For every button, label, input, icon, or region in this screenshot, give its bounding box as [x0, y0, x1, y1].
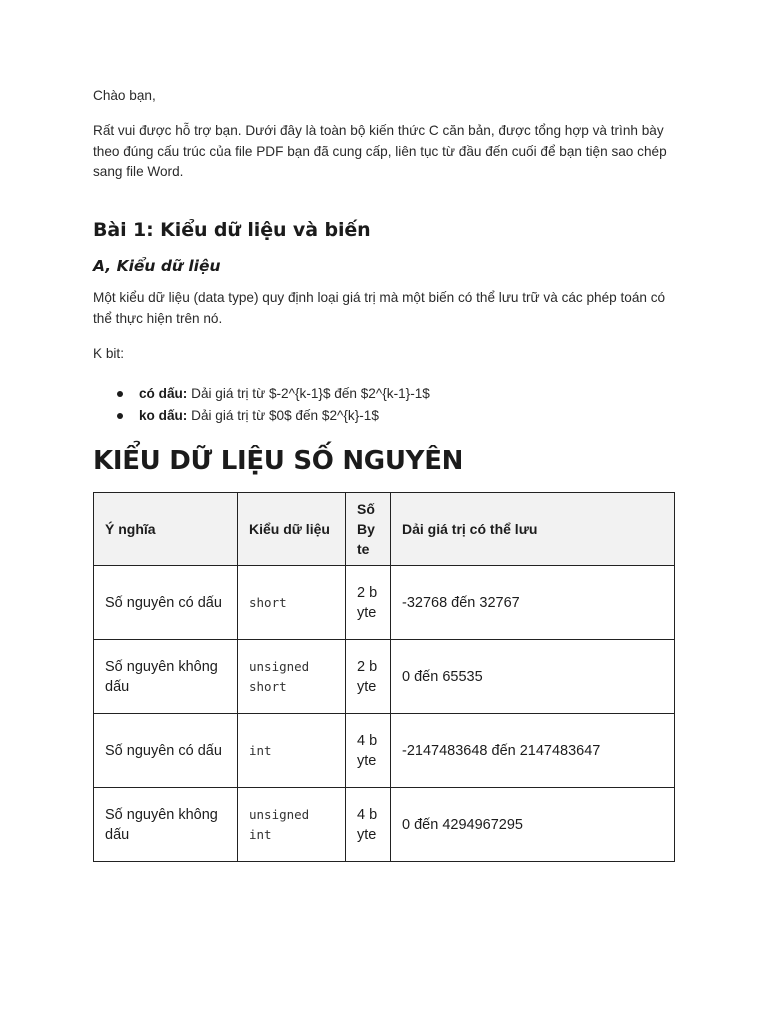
bullet-text: Dải giá trị từ $-2^{k-1}$ đến $2^{k-1}-1$ [187, 386, 430, 401]
table-row [94, 640, 675, 714]
table-row [94, 566, 675, 640]
cell-meaning: Số nguyên không dấu [94, 788, 238, 862]
cell-value-range: 0 đến 65535 [391, 640, 675, 714]
cell-data-type: unsigned int [238, 788, 346, 862]
cell-byte-count: 2 byte [346, 640, 391, 714]
bit-range-list [93, 383, 430, 426]
cell-byte-count: 4 byte [346, 788, 391, 862]
table-row [94, 788, 675, 862]
bullet-label: có dấu: [139, 386, 188, 401]
header-data-type: Kiểu dữ liệu [238, 493, 346, 566]
greeting-text: Chào bạn, [93, 88, 156, 103]
cell-value-range: 0 đến 4294967295 [391, 788, 675, 862]
table-header-row [94, 493, 675, 566]
intro-paragraph: Rất vui được hỗ trợ bạn. Dưới đây là toàn bộ kiến thức C căn bản, được tổng hợp và trình bày theo đúng cấu trúc của file PDF bạn đã cung cấp, liên tục từ đầu đến cuối để bạn tiện sao chép sang file Word. [93, 123, 667, 179]
cell-byte-count: 4 byte [346, 714, 391, 788]
table-row [94, 714, 675, 788]
table-title: KIỂU DỮ LIỆU SỐ NGUYÊN [93, 446, 464, 476]
cell-byte-count: 2 byte [346, 566, 391, 640]
header-byte-count: Số Byte [346, 493, 391, 566]
section-a-title: A, Kiểu dữ liệu [93, 257, 221, 275]
header-value-range: Dải giá trị có thể lưu [391, 493, 675, 566]
header-meaning: Ý nghĩa [94, 493, 238, 566]
definition-paragraph: Một kiểu dữ liệu (data type) quy định loại giá trị mà một biến có thể lưu trữ và các phép toán có thể thực hiện trên nó. [93, 290, 666, 326]
cell-meaning: Số nguyên có dấu [94, 714, 238, 788]
list-item [139, 405, 430, 427]
kbit-label: K bit: [93, 346, 124, 361]
cell-data-type: int [238, 714, 346, 788]
list-item [139, 383, 430, 405]
cell-data-type: short [238, 566, 346, 640]
cell-value-range: -2147483648 đến 2147483647 [391, 714, 675, 788]
cell-value-range: -32768 đến 32767 [391, 566, 675, 640]
bullet-label: ko dấu: [139, 407, 188, 423]
cell-meaning: Số nguyên không dấu [94, 640, 238, 714]
lesson-title: Bài 1: Kiểu dữ liệu và biến [93, 219, 371, 241]
bullet-text: Dải giá trị từ $0$ đến $2^{k}-1$ [187, 407, 379, 423]
cell-data-type: unsigned short [238, 640, 346, 714]
cell-meaning: Số nguyên có dấu [94, 566, 238, 640]
integer-types-table [93, 492, 675, 862]
